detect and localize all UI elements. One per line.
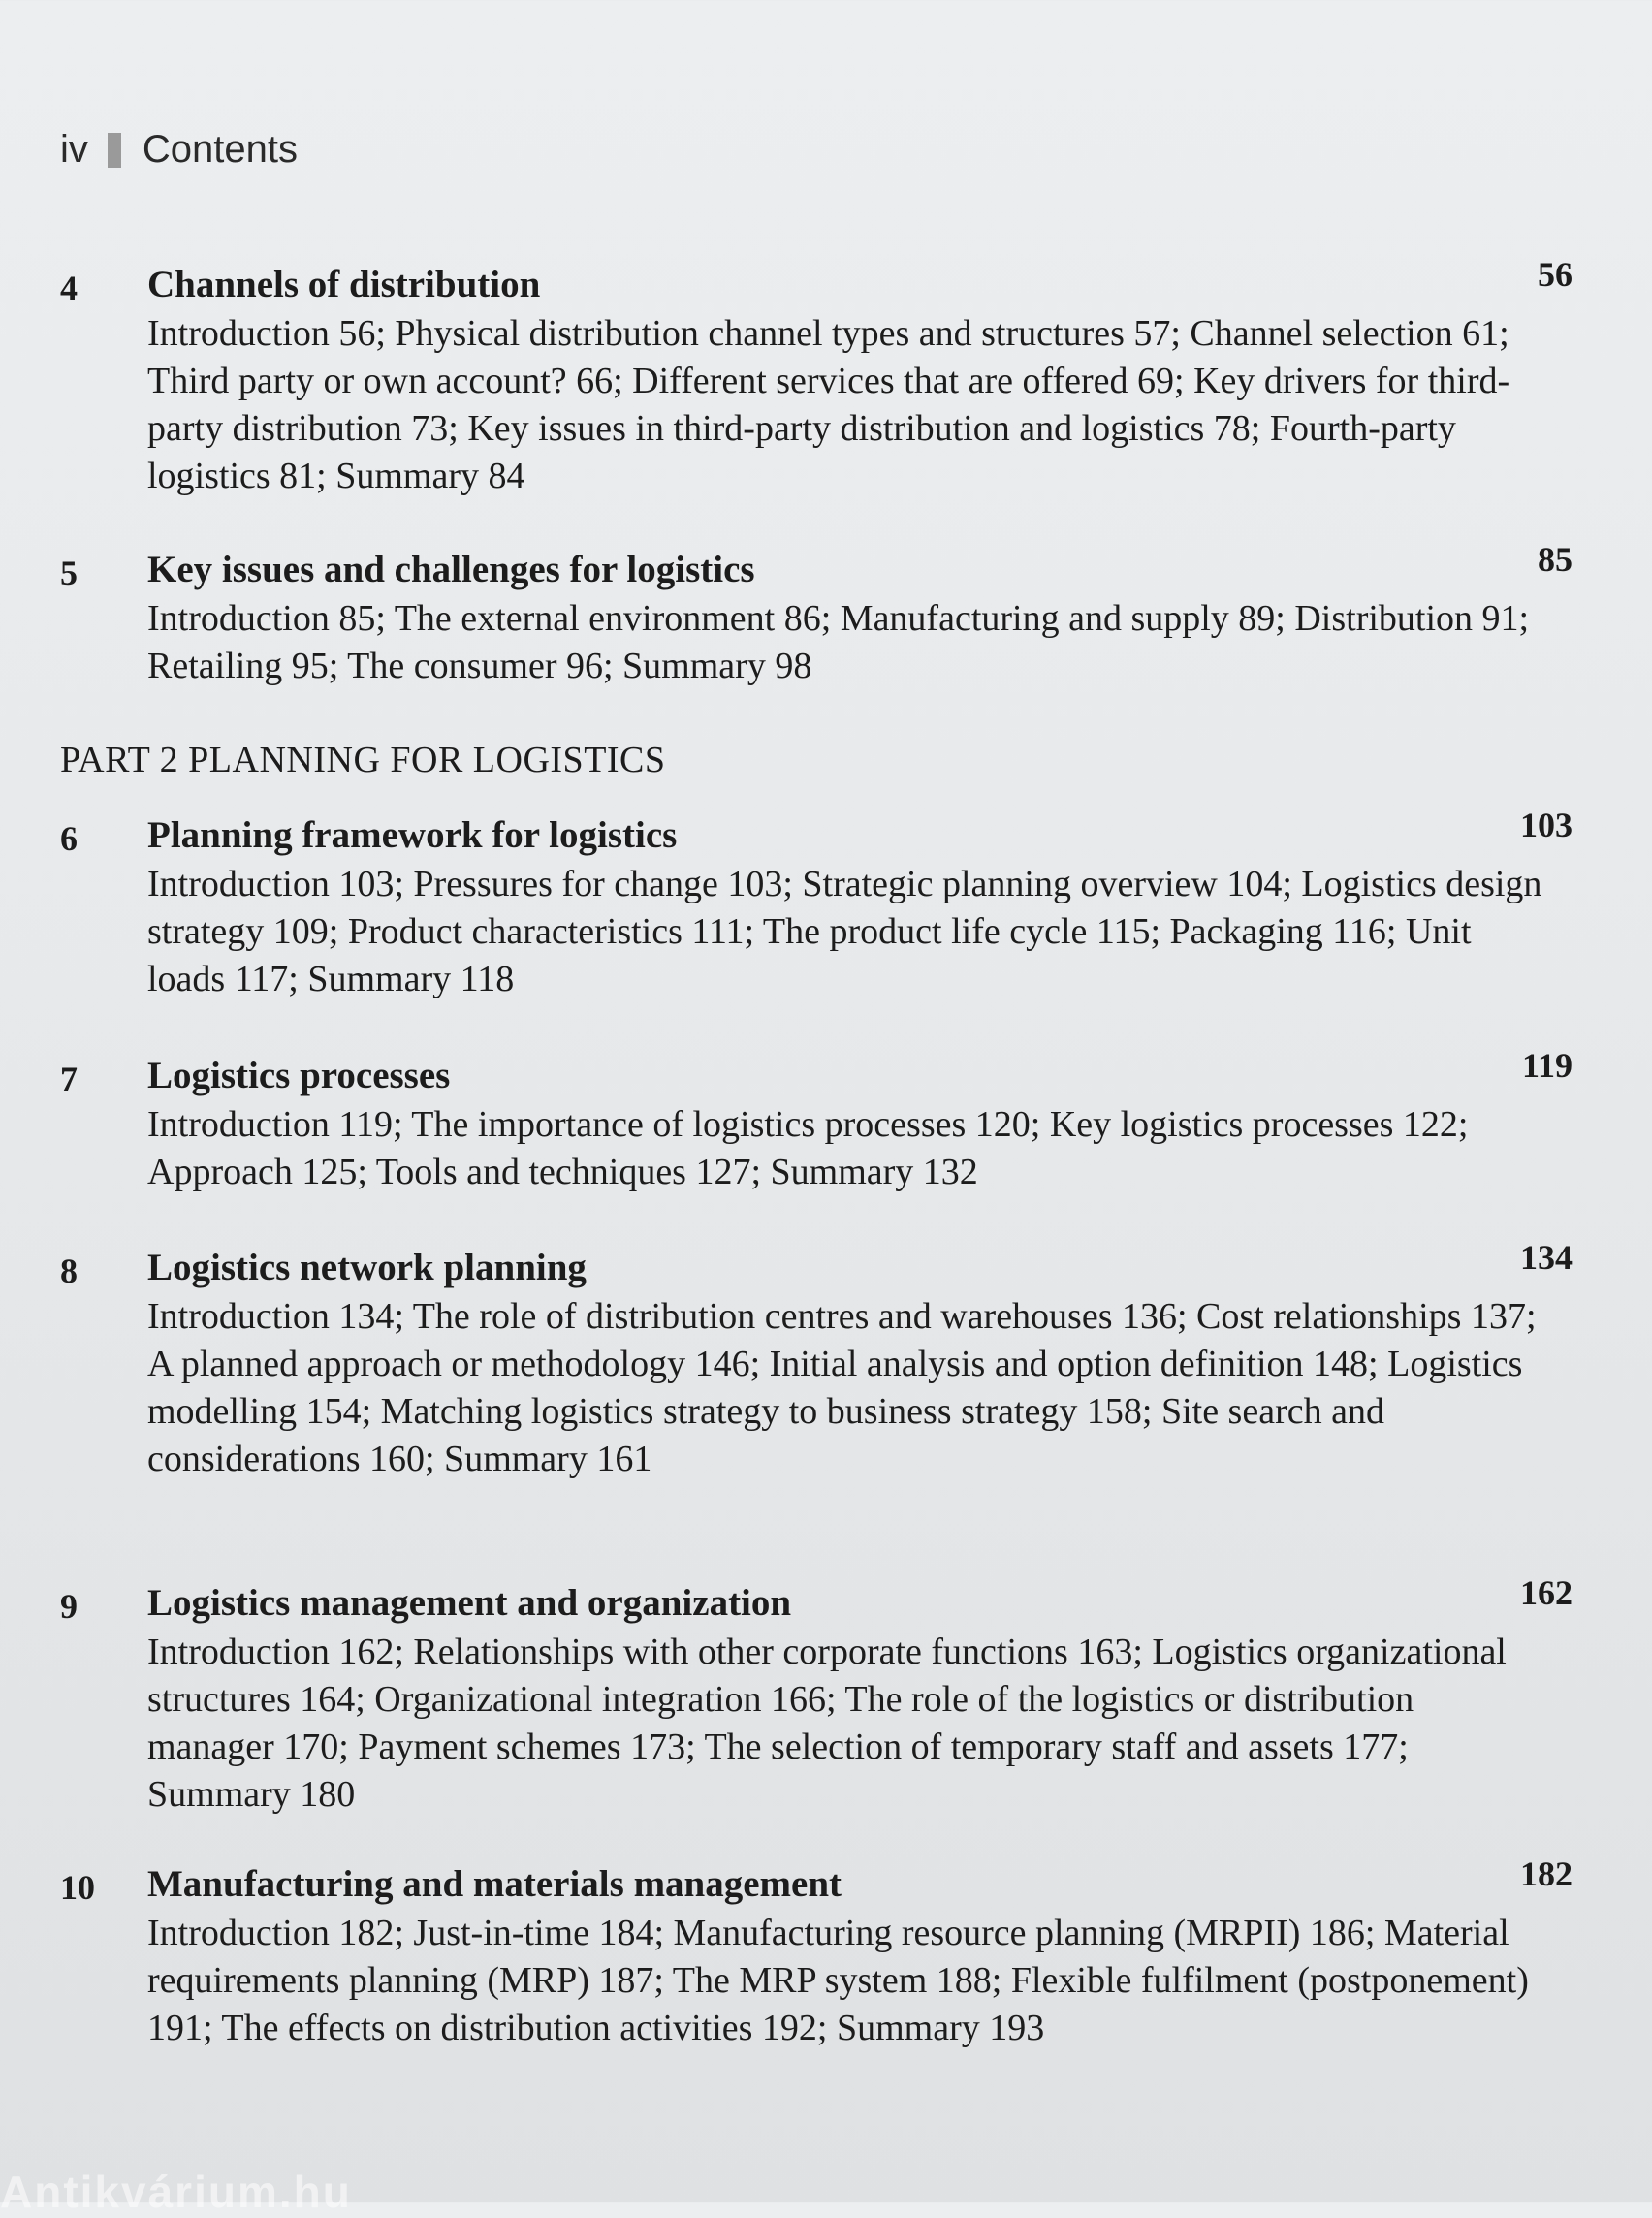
toc-entry-8	[60, 1238, 1573, 1536]
chapter-number: 9	[60, 1587, 78, 1626]
chapter-sections: Introduction 85; The external environment 86; Manufacturing and supply 89; Distribution 91; Retailing 95; The consumer 96; Summary 98	[147, 598, 1530, 686]
chapter-page: 134	[1520, 1238, 1573, 1277]
chapter-title: Manufacturing and materials management	[147, 1863, 842, 1905]
chapter-title: Logistics network planning	[147, 1247, 587, 1288]
chapter-number: 7	[60, 1060, 78, 1098]
toc-entry-10	[60, 1854, 1573, 2104]
chapter-page: 162	[1520, 1573, 1573, 1612]
chapter-page: 85	[1538, 540, 1573, 579]
page-numeral: iv	[60, 128, 88, 171]
chapter-sections: Introduction 56; Physical distribution channel types and structures 57; Channel selection 61; Third party or own account? 66; Different services that are offered 69; Key drivers for third-party distribution 73; Key issues in third-party distribution and logistics 78; Fourth-party logistics 81; Summary 84	[147, 313, 1510, 496]
chapter-sections: Introduction 119; The importance of logistics processes 120; Key logistics processes 122; Approach 125; Tools and techniques 127; Summary 132	[147, 1104, 1469, 1192]
chapter-title: Key issues and challenges for logistics	[147, 549, 755, 590]
chapter-title: Logistics processes	[147, 1055, 451, 1096]
chapter-number: 8	[60, 1252, 78, 1290]
chapter-number: 10	[60, 1868, 95, 1907]
header-divider	[108, 133, 121, 168]
toc-entry-9	[60, 1573, 1573, 1822]
toc-entry-7	[60, 1046, 1573, 1198]
chapter-sections: Introduction 162; Relationships with other corporate functions 163; Logistics organizational structures 164; Organizational integration 166; The role of the logistics or distribution manager 170; Payment schemes 173; The selection of temporary staff and assets 177; Summary 180	[147, 1632, 1507, 1815]
chapter-sections: Introduction 182; Just-in-time 184; Manufacturing resource planning (MRPII) 186; Material requirements planning (MRP) 187; The MRP system 188; Flexible fulfilment (postponement) 191; The effects on distribution activities 192; Summary 193	[147, 1913, 1529, 2048]
toc-entry-4	[60, 255, 1573, 496]
chapter-number: 5	[60, 554, 78, 592]
chapter-page: 56	[1538, 255, 1573, 294]
chapter-title: Logistics management and organization	[147, 1582, 792, 1624]
chapter-page: 182	[1520, 1854, 1573, 1893]
toc-entry-5	[60, 540, 1573, 692]
running-header	[60, 128, 298, 172]
watermark: Antikvárium.hu	[0, 2167, 352, 2217]
chapter-title: Channels of distribution	[147, 264, 541, 305]
header-title: Contents	[142, 128, 298, 171]
chapter-number: 6	[60, 819, 78, 858]
chapter-sections: Introduction 103; Pressures for change 103; Strategic planning overview 104; Logistics design strategy 109; Product characteristics 111; The product life cycle 115; Packaging 116; Unit loads 117; Summary 118	[147, 864, 1542, 999]
chapter-page: 119	[1521, 1046, 1573, 1085]
chapter-title: Planning framework for logistics	[147, 814, 678, 856]
part-heading: PART 2 PLANNING FOR LOGISTICS	[60, 740, 666, 780]
toc-entry-6	[60, 806, 1573, 1006]
chapter-number: 4	[60, 269, 78, 307]
chapter-sections: Introduction 134; The role of distribution centres and warehouses 136; Cost relationships 137; A planned approach or methodology 146; Initial analysis and option definition 148; Logistics modelling 154; Matching logistics strategy to business strategy 158; Site search and considerations 160; Summary 161	[147, 1296, 1537, 1479]
chapter-page: 103	[1520, 806, 1573, 844]
